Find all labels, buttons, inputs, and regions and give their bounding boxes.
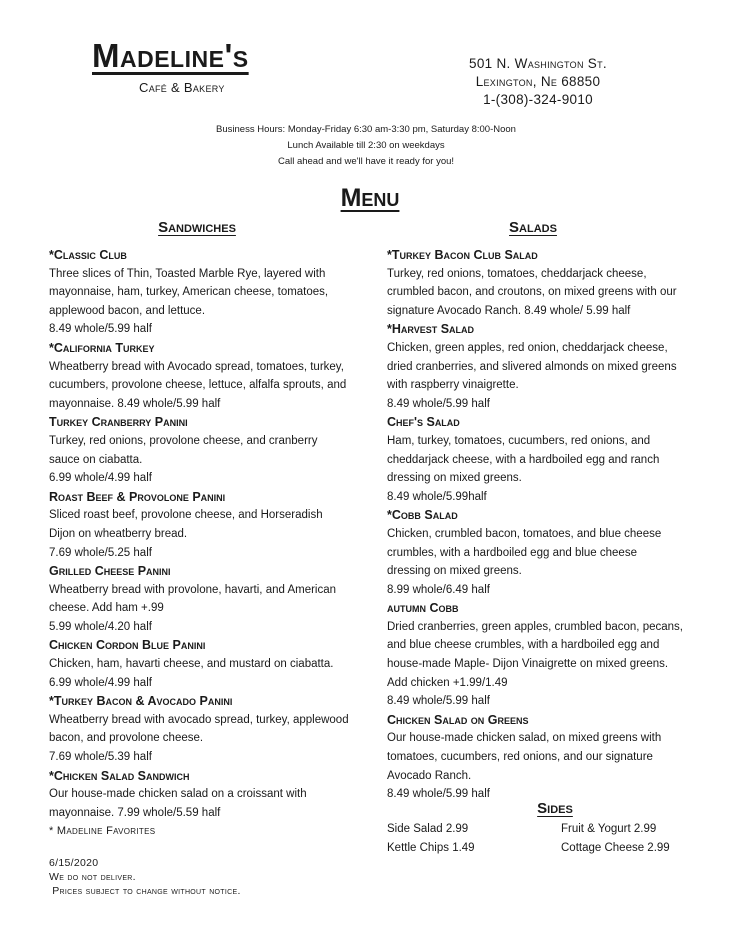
item-price: 8.49 whole/5.99half [387, 490, 487, 503]
item-name: *Harvest Salad [387, 322, 475, 337]
address-street: 501 N. Washington St. [469, 56, 607, 71]
item-description: Turkey, red onions, tomatoes, cheddarjack cheese, crumbled bacon, and croutons, on mixed greens with our signature Avocado Ranch. 8.49 whole/ 5.99 half [387, 267, 677, 317]
hours-line: Lunch Available till 2:30 on weekdays [287, 140, 445, 151]
item-name: *Chicken Salad Sandwich [49, 768, 190, 783]
item-name: Roast Beef & Provolone Panini [49, 489, 226, 504]
item-name: Turkey Cranberry Panini [49, 415, 188, 430]
price-note: Prices subject to change without notice. [49, 885, 241, 897]
item-description: Our house-made chicken salad on a croissant with mayonnaise. 7.99 whole/5.59 half [49, 788, 307, 819]
favorites-note: * Madeline Favorites [49, 825, 156, 837]
item-name: *California Turkey [49, 340, 155, 355]
side-item: Fruit & Yogurt 2.99 [561, 823, 657, 835]
item-price: 8.49 whole/5.99 half [387, 695, 490, 708]
business-hours [0, 122, 732, 170]
item-name: *Turkey Bacon & Avocado Panini [49, 694, 233, 709]
item-description: Dried cranberries, green apples, crumbled bacon, pecans, and blue cheese crumbles, with a hardboiled egg and house-made Maple- Dijon Vinaigrette on mixed greens. Add chicken +1.99/1.49 [387, 620, 683, 689]
item-price: 8.99 whole/6.49 half [387, 583, 490, 596]
menu-item [387, 320, 683, 413]
item-name: Grilled Cheese Panini [49, 564, 171, 579]
sides-list [387, 820, 687, 858]
delivery-note: We do not deliver. [49, 871, 136, 883]
sandwiches-heading: Sandwiches [158, 219, 236, 236]
item-description: Three slices of Thin, Toasted Marble Rye, layered with mayonnaise, ham, turkey, American cheese, tomatoes, applewood bacon, and lettuce. [49, 267, 329, 317]
item-description: Chicken, green apples, red onion, cheddarjack cheese, dried cranberries, and slivered almonds on mixed greens with raspberry vinaigrette. [387, 341, 677, 392]
item-name: Chef's Salad [387, 415, 460, 430]
side-item: Side Salad 2.99 [387, 823, 469, 835]
sides-row [387, 820, 687, 839]
menu-item [49, 246, 349, 339]
item-description: Turkey, red onions, provolone cheese, and cranberry sauce on ciabatta. [49, 434, 318, 466]
item-name: Chicken Cordon Blue Panini [49, 638, 206, 653]
menu-item [49, 488, 349, 562]
item-description: Sliced roast beef, provolone cheese, and Horseradish Dijon on wheatberry bread. [49, 509, 323, 540]
item-price: 7.69 whole/5.39 half [49, 751, 152, 764]
menu-item [387, 711, 683, 804]
item-description: Our house-made chicken salad, on mixed greens with tomatoes, cucumbers, red onions, and our signature Avocado Ranch. [387, 732, 662, 782]
side-item: Cottage Cheese 2.99 [561, 842, 670, 854]
hours-line: Call ahead and we'll have it ready for you! [277, 156, 455, 167]
menu-item [387, 506, 683, 599]
item-name: autumn Cobb [387, 601, 459, 616]
item-price: 8.49 whole/5.99 half [387, 397, 490, 410]
menu-item [49, 692, 349, 766]
menu-item [387, 599, 683, 711]
item-description: Wheatberry bread with provolone, havarti, and American cheese. Add ham +.99 [49, 583, 337, 615]
address-block [448, 55, 628, 109]
phone-number: 1-(308)-324-9010 [483, 92, 593, 107]
item-price: 6.99 whole/4.99 half [49, 472, 152, 485]
item-name: *Cobb Salad [387, 508, 458, 523]
item-name: *Classic Club [49, 248, 127, 262]
menu-item [49, 636, 349, 692]
menu-item [387, 413, 683, 506]
item-description: Wheatberry bread with Avocado spread, tomatoes, turkey, cucumbers, provolone cheese, lettuce, alfalfa sprouts, and mayonnaise. 8.49 whole/5.99 half [49, 360, 347, 410]
salads-heading: Salads [509, 219, 557, 236]
sides-row [387, 839, 687, 858]
footer-notes [49, 856, 241, 898]
menu-item [49, 339, 349, 413]
menu-item [49, 562, 349, 636]
sides-heading: Sides [537, 800, 573, 817]
menu-item [49, 767, 349, 823]
side-item: Kettle Chips 1.49 [387, 842, 475, 854]
item-description: Chicken, ham, havarti cheese, and mustard on ciabatta. 6.99 whole/4.99 half [49, 658, 334, 689]
item-price: 8.49 whole/5.99 half [49, 323, 152, 336]
sandwiches-list [49, 246, 349, 822]
address-city: Lexington, Ne 68850 [475, 74, 601, 89]
restaurant-subtitle: Café & Bakery [139, 80, 225, 95]
item-name: Chicken Salad on Greens [387, 712, 529, 727]
item-name: *Turkey Bacon Club Salad [387, 248, 538, 262]
salads-list [387, 246, 683, 804]
item-description: Wheatberry bread with avocado spread, turkey, applewood bacon, and provolone cheese. [49, 713, 349, 745]
item-price: 8.49 whole/5.99 half [387, 788, 490, 801]
menu-item [49, 413, 349, 487]
item-price: 5.99 whole/4.20 half [49, 620, 152, 633]
hours-line: Business Hours: Monday-Friday 6:30 am-3:30 pm, Saturday 8:00-Noon [216, 124, 516, 135]
menu-title: Menu [340, 184, 400, 212]
restaurant-name: Madeline's [92, 37, 249, 74]
item-description: Chicken, crumbled bacon, tomatoes, and blue cheese crumbles, with a hardboiled egg and blue cheese dressing on mixed greens. [387, 527, 662, 578]
menu-item [387, 246, 683, 320]
menu-date: 6/15/2020 [49, 857, 99, 869]
item-description: Ham, turkey, tomatoes, cucumbers, red onions, and cheddarjack cheese, with a hardboiled egg and ranch dressing on mixed greens. [387, 434, 660, 485]
item-price: 7.69 whole/5.25 half [49, 546, 152, 559]
